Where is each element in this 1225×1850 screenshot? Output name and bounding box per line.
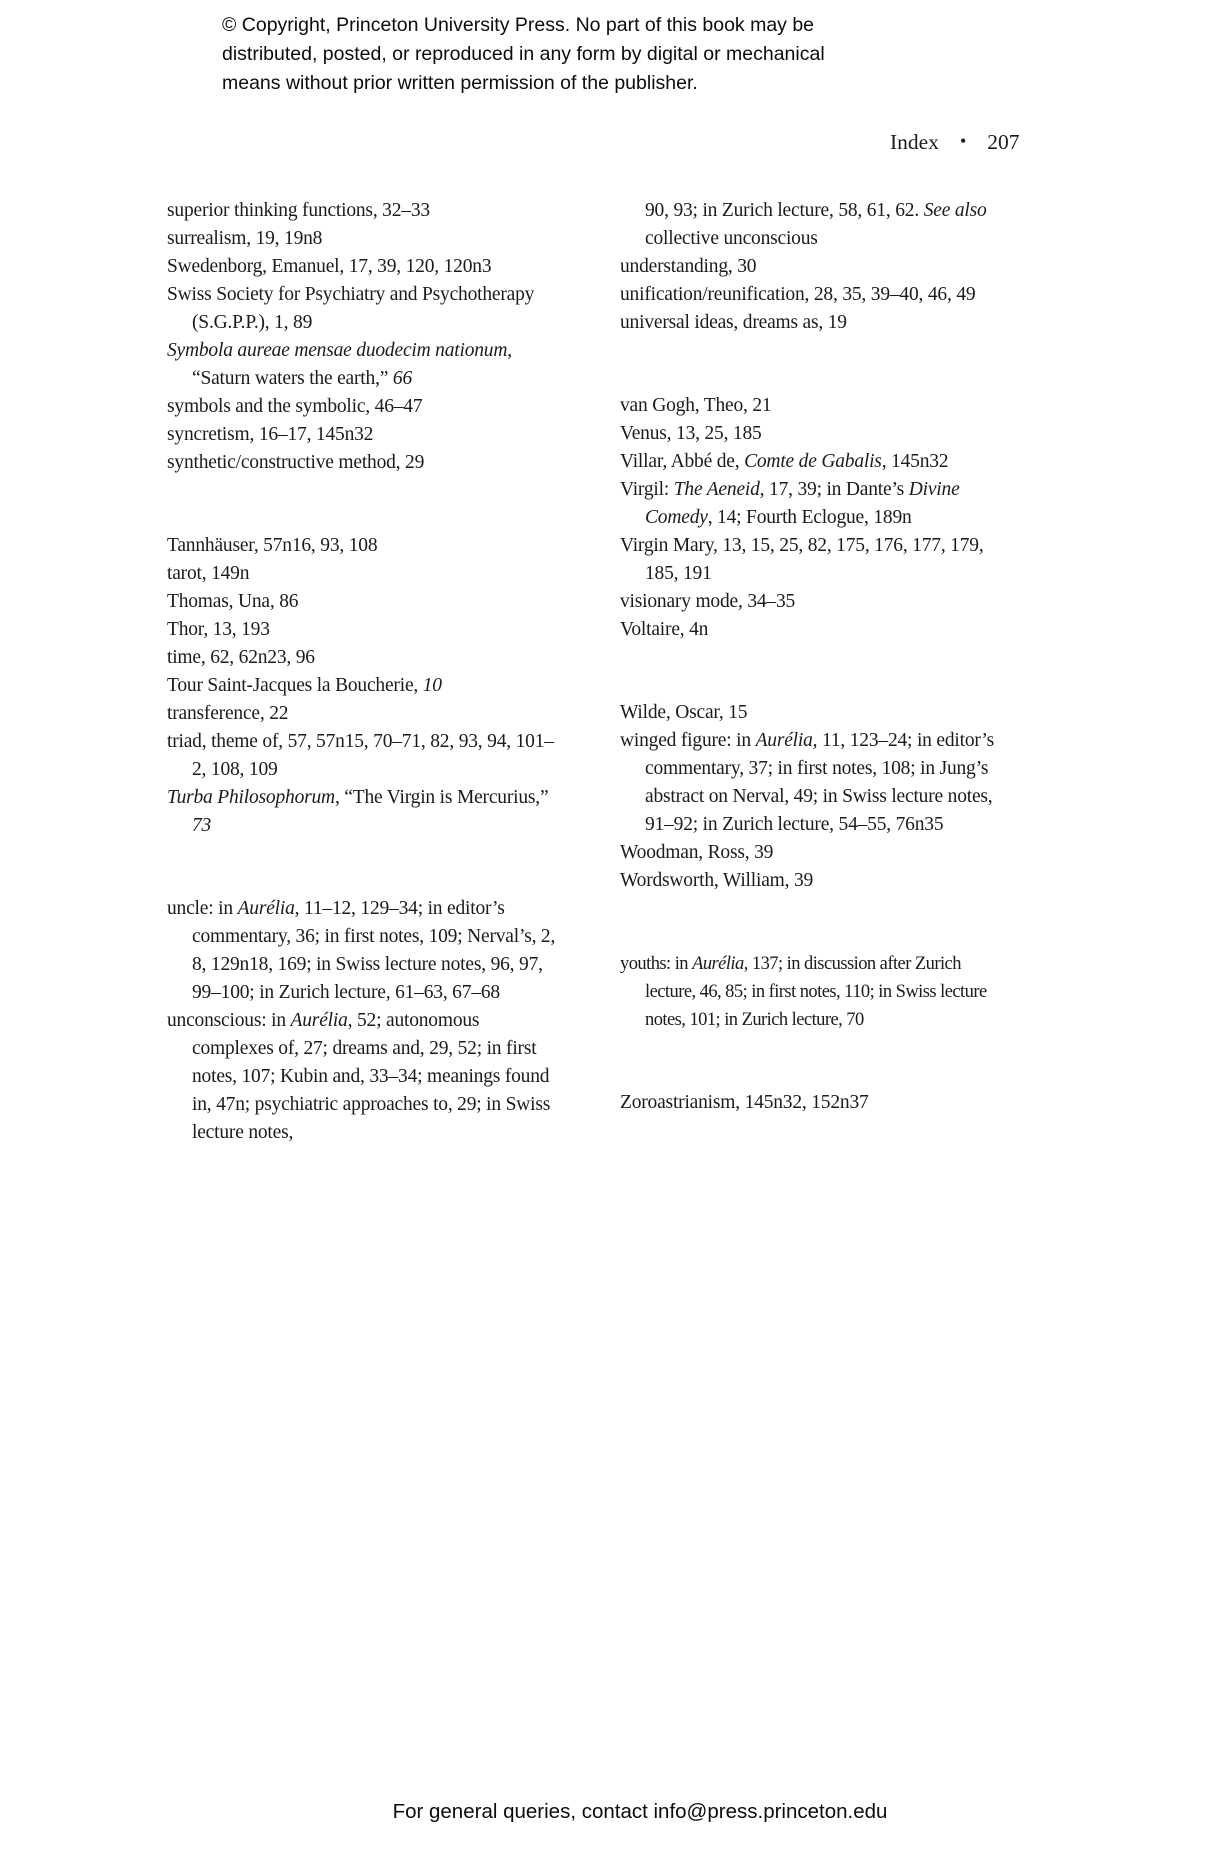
entry-text-segment: , 145n32 [881, 451, 949, 472]
entry-italic-segment: Comte de Gabalis [744, 451, 882, 472]
running-head [890, 130, 1020, 155]
index-entry [620, 448, 1000, 476]
index-entry [167, 895, 559, 1007]
entry-text-segment: Voltaire, 4n [620, 619, 709, 640]
entry-text-segment: triad, theme of, 57, 57n15, 70–71, 82, 93, 94, 101–2, 108, 109 [167, 731, 554, 780]
entry-text-segment: winged figure: in [620, 730, 756, 751]
entry-text-segment: , 137; in discussion after Zurich lecture, 46, 85; in first notes, 110; in Swiss lecture notes, 101; in Zurich lecture, 70 [645, 954, 987, 1030]
index-entry [620, 616, 1000, 644]
entry-italic-segment: Turba Philosophorum [167, 787, 335, 808]
index-entry [620, 839, 1000, 867]
index-entry [167, 532, 559, 560]
index-entry [620, 867, 1000, 895]
index-entry [620, 197, 1000, 253]
index-entry [167, 281, 559, 337]
index-entry [620, 588, 1000, 616]
index-entry [167, 197, 559, 225]
entry-text-segment: understanding, 30 [620, 256, 757, 277]
index-columns [167, 197, 1000, 1147]
entry-text-segment: , 14; Fourth Eclogue, 189n [707, 507, 912, 528]
index-entry [620, 532, 1000, 588]
index-entry [620, 476, 1000, 532]
entry-italic-segment: Divine Comedy [645, 479, 960, 528]
index-entry [167, 393, 559, 421]
entry-text-segment: 90, 93; in Zurich lecture, 58, 61, 62. [645, 200, 924, 221]
copyright-line: means without prior written permission of the publisher. [222, 72, 698, 94]
index-entry [167, 728, 559, 784]
entry-text-segment: visionary mode, 34–35 [620, 591, 796, 612]
entry-italic-segment: The Aeneid [673, 479, 760, 500]
index-column-left [167, 197, 559, 1147]
copyright-line: © Copyright, Princeton University Press. No part of this book may be [222, 14, 815, 36]
entry-text-segment: Thor, 13, 193 [167, 619, 270, 640]
index-entry [167, 1007, 559, 1147]
entry-text-segment: , 11–12, 129–34; in editor’s commentary, 36; in first notes, 109; Nerval’s, 2, 8, 129n18, 169; in Swiss lecture notes, 96, 97, 99–100; in Zurich lecture, 61–63, 67–68 [192, 898, 556, 1003]
entry-text-segment: superior thinking functions, 32–33 [167, 200, 430, 221]
index-entry [167, 449, 559, 477]
index-entry [620, 392, 1000, 420]
entry-italic-segment: Aurélia [290, 1010, 348, 1031]
entry-text-segment: Venus, 13, 25, 185 [620, 423, 762, 444]
index-entry [620, 699, 1000, 727]
entry-text-segment: van Gogh, Theo, 21 [620, 395, 772, 416]
copyright-line: distributed, posted, or reproduced in any form by digital or mechanical [222, 43, 825, 65]
entry-text-segment: unconscious: in [167, 1010, 291, 1031]
entry-text-segment: Virgil: [620, 479, 674, 500]
page-number: 207 [987, 130, 1020, 154]
index-entry [620, 1089, 1000, 1117]
index-entry [167, 588, 559, 616]
copyright-notice [222, 11, 825, 98]
entry-text-segment: youths: in [620, 954, 693, 974]
entry-text-segment: , 52; autonomous complexes of, 27; dreams and, 29, 52; in first notes, 107; Kubin and, 33–34; meanings found in, 47n; psychiatric approaches to, 29; in Swiss lecture notes, [192, 1010, 551, 1143]
entry-text-segment: tarot, 149n [167, 563, 250, 584]
index-entry [167, 700, 559, 728]
entry-text-segment: , 11, 123–24; in editor’s commentary, 37; in first notes, 108; in Jung’s abstract on Nerval, 49; in Swiss lecture notes, 91–92; in Zurich lecture, 54–55, 76n35 [645, 730, 994, 835]
entry-text-segment: Swedenborg, Emanuel, 17, 39, 120, 120n3 [167, 256, 492, 277]
entry-text-segment: Virgin Mary, 13, 15, 25, 82, 175, 176, 177, 179, 185, 191 [620, 535, 984, 584]
entry-text-segment: Swiss Society for Psychiatry and Psychotherapy (S.G.P.P.), 1, 89 [167, 284, 535, 333]
index-entry [620, 420, 1000, 448]
index-entry [620, 309, 1000, 337]
entry-italic-segment: Symbola aureae mensae duodecim nationum [167, 340, 508, 361]
entry-text-segment: Wordsworth, William, 39 [620, 870, 814, 891]
index-entry [167, 672, 559, 700]
index-column-right [620, 197, 1000, 1117]
footer-query-note: For general queries, contact info@press.princeton.edu [392, 1800, 888, 1823]
entry-italic-segment: See also [923, 200, 987, 221]
entry-text-segment: Woodman, Ross, 39 [620, 842, 774, 863]
entry-text-segment: Wilde, Oscar, 15 [620, 702, 748, 723]
entry-text-segment: uncle: in [167, 898, 238, 919]
entry-text-segment: , “Saturn waters the earth,” [192, 340, 512, 389]
entry-text-segment: Villar, Abbé de, [620, 451, 745, 472]
entry-text-segment: time, 62, 62n23, 96 [167, 647, 315, 668]
bullet-separator-icon: • [959, 131, 967, 151]
entry-text-segment: transference, 22 [167, 703, 289, 724]
index-entry [620, 253, 1000, 281]
index-entry [167, 616, 559, 644]
entry-text-segment: Zoroastrianism, 145n32, 152n37 [620, 1092, 869, 1113]
entry-italic-segment: Aurélia [755, 730, 813, 751]
running-head-title: Index [890, 130, 939, 154]
entry-text-segment: unification/reunification, 28, 35, 39–40, 46, 49 [620, 284, 976, 305]
entry-text-segment: universal ideas, dreams as, 19 [620, 312, 847, 333]
index-entry [167, 421, 559, 449]
index-entry [167, 644, 559, 672]
index-entry [620, 727, 1000, 839]
entry-italic-segment: 66 [392, 368, 412, 389]
entry-text-segment: Tannhäuser, 57n16, 93, 108 [167, 535, 378, 556]
entry-text-segment: surrealism, 19, 19n8 [167, 228, 323, 249]
index-entry [167, 784, 559, 840]
entry-italic-segment: 73 [192, 815, 212, 836]
entry-text-segment: , “The Virgin is Mercurius,” [334, 787, 549, 808]
index-entry [620, 281, 1000, 309]
index-entry [167, 560, 559, 588]
index-entry [167, 253, 559, 281]
index-entry [620, 950, 1000, 1034]
entry-italic-segment: Aurélia [237, 898, 295, 919]
entry-text-segment: Tour Saint-Jacques la Boucherie, [167, 675, 423, 696]
entry-text-segment: syncretism, 16–17, 145n32 [167, 424, 374, 445]
entry-text-segment: collective unconscious [645, 228, 818, 249]
entry-italic-segment: Aurélia [692, 954, 744, 974]
entry-text-segment: synthetic/constructive method, 29 [167, 452, 425, 473]
index-entry [167, 337, 559, 393]
entry-text-segment: Thomas, Una, 86 [167, 591, 299, 612]
entry-text-segment: symbols and the symbolic, 46–47 [167, 396, 423, 417]
entry-text-segment: , 17, 39; in Dante’s [759, 479, 909, 500]
index-entry [167, 225, 559, 253]
entry-italic-segment: 10 [422, 675, 442, 696]
